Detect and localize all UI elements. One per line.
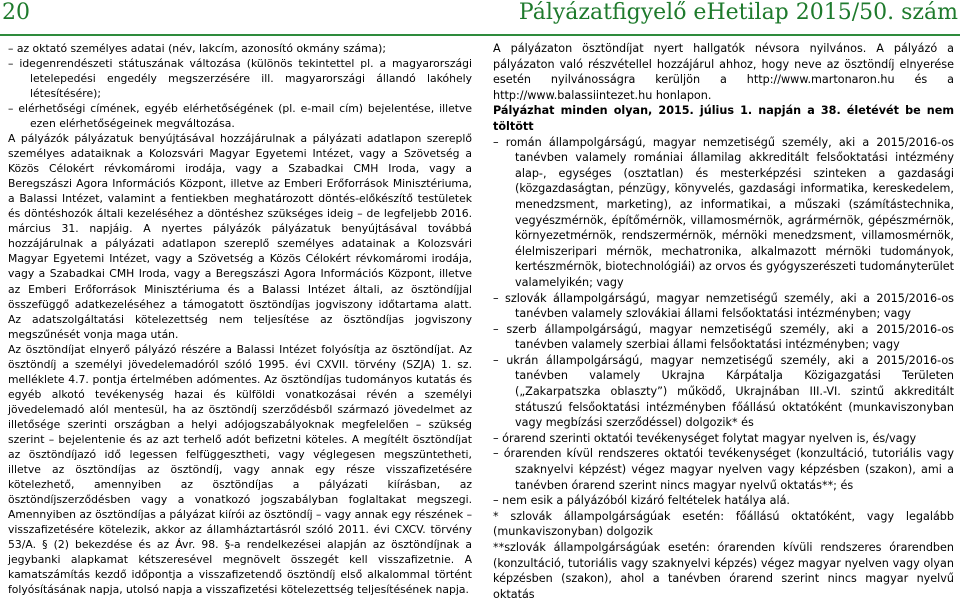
page-header: [0, 0, 960, 34]
right-column: [493, 41, 954, 602]
paragraph: – román állampolgárságú, magyar nemzetiségű személy, aki a 2015/2016-os tanévben valamely romániai államilag akkreditált felsőoktatási intézmény alap-, egységes (osztatlan) és mesterképzési szinteken a gazdasági (közgazdaságtan, pénzügy, könyvelés, gazdasági informatika, kereskedelem, menedzsment, marketing), az informatikai, a műszaki (számítástechnika, vegyészmérnök, építőmérnök, villamosmérnök, agrármérnök, gépészmérnök, környezetmérnök, rendszermérnök, mérnöki menedzsment, villamosmérnök, élelmiszeripari mérnök, mechatronika, alkalmazott mérnöki tudományok, kertészmérnök, biotechnológiái) az orvos és gyógyszerészeti tudományterület valamelyikén; vagy: [493, 135, 954, 289]
paragraph: – idegenrendészeti státuszának változása (különös tekintettel pl. a magyarországi letelepedési engedély megszerzésére ill. magyarországi állandó lakóhely létesítésére);: [8, 57, 472, 101]
paragraph: – ukrán állampolgárságú, magyar nemzetiségű személy, aki a 2015/2016-os tanévben valamely Ukrajna Kárpátalja Közigazgatási Területen („Zakarpatszka oblaszty”) működő, Ukrajnában III.-VI. szintű akkreditált státuszú felsőoktatási intézményben főállású oktatóként (munkaviszonyban vagy megbízási szerződéssel) dolgozik* és: [493, 353, 954, 430]
paragraph: Az ösztöndíjat elnyerő pályázó részére a Balassi Intézet folyósítja az ösztöndíjat. Az ösztöndíj a személyi jövedelemadóról szóló 1995. évi CXVII. törvény (SZJA) 1. sz. melléklete 4.7. pontja értelmében adómentes. Az ösztöndíjas tudományos kutatás és egyéb alkotó tevékenység hazai és külföldi vonatkozásai révén a személyi jövedelemadó alól mentesül, ha az ösztöndíj szerződésből származó jövedelmet az illetősége szerinti országban a helyi adójogszabályoknak megfelelően – szükség szerint – bejelentenie és az azt terhelő adót befizetni köteles. A megítélt ösztöndíjat az ösztöndíjazó idő legessen felfüggesztheti, vagy véglegesen megszüntetheti, illetve az ösztöndíjas az ösztöndíj, vagy annak egy része visszafizetésére kötelezhető, amennyiben az ösztöndíjas a pályázati kiírásban, az ösztöndíjszerződésben vagy a vonatkozó jogszabályban foglaltakat megszegi. Amennyiben az ösztöndíjas a pályázat kiírói az ösztöndíj – vagy annak egy részének – visszafizetésére kötelezik, akkor az államháztartásról szóló 2011. évi CXCV. törvény 53/A. § (2) bekezdése és az Ávr. 98. §-a rendelkezései alapján az ösztöndíjnak a jegybanki alapkamat kétszeresével megnövelt összegét kell visszafizetnie. A kamatszámítás kezdő időpontja a visszafizetendő ösztöndíj első alkalommal történt folyósításának napja, utolsó napja a visszafizetési kötelezettség teljesítésének napja.: [8, 342, 472, 597]
paragraph: – az oktató személyes adatai (név, lakcím, azonosító okmány száma);: [8, 42, 386, 55]
paragraph: – szerb állampolgárságú, magyar nemzetiségű személy, aki a 2015/2016-os tanévben valamely szerbiai állami felsőoktatási intézményben; vagy: [493, 322, 954, 352]
page-number: 20: [2, 0, 30, 25]
paragraph: A pályázók pályázatuk benyújtásával hozzájárulnak a pályázati adatlapon szereplő személyes adataiknak a Kolozsvári Magyar Egyetemi Intézet, vagy a Szövetség a Közös Célokért révkomáromi irodája, vagy a Szabadkai CMH Iroda, vagy a Beregszászi Agora Információs Központ, illetve az Emberi Erőforrások Minisztériuma, a Balassi Intézet, valamint a fentiekben meghatározott döntés-előkészítő testületek és döntéshozók általi kezeléséhez a döntéshez szükséges ideig – de legfeljebb 2016. március 31. napjáig. A nyertes pályázók pályázatuk benyújtásával továbbá hozzájárulnak a pályázati adatlapon szereplő személyes adatainak a Kolozsvári Magyar Egyetemi Intézet, vagy a Szövetség a Közös Célokért révkomáromi irodája, vagy a Szabadkai CMH Iroda, vagy a Beregszászi Agora Információs Központ, illetve az Emberi Erőforrások Minisztériuma és a Balassi Intézet általi, az ösztöndíjjal összefüggő adatkezeléséhez a támogatott ösztöndíjas jogviszony időtartama alatt. Az adatszolgáltatási kötelezettség nem teljesítése az ösztöndíjas jogviszony megszűnését vonja maga után.: [8, 132, 472, 341]
paragraph: * szlovák állampolgárságúak esetén: főállású oktatóként, vagy legalább (munkaviszonyban) dolgozik: [493, 509, 954, 539]
paragraph: – órarenden kívül rendszeres oktatói tevékenységet (konzultáció, tutoriális vagy szaknyelvi képzést) végez magyar nyelven vagy képzésben (szakon), ami a tanévben órarend szerint nincs magyar nyelvű oktatás**; és: [493, 447, 954, 492]
paragraph: – órarend szerinti oktatói tevékenységet folytat magyar nyelven is, és/vagy: [493, 431, 917, 445]
left-column: [8, 41, 472, 597]
paragraph: – szlovák állampolgárságú, magyar nemzetiségű személy, aki a 2015/2016-os tanévben valamely szlovákiai állami felsőoktatási intézményben; vagy: [493, 291, 954, 321]
publication-title: Pályázatfigyelő eHetilap 2015/50. szám: [518, 0, 958, 25]
paragraph: Pályázhat minden olyan, 2015. július 1. napján a 38. életévét be nem töltött: [493, 104, 954, 133]
header-rule: [0, 34, 960, 36]
paragraph: – nem esik a pályázóból kizáró feltételek hatálya alá.: [493, 494, 790, 508]
paragraph: – elérhetőségi címének, egyéb elérhetőségének (pl. e-mail cím) bejelentése, illetve ezen elérhetőségeinek megváltozása.: [8, 102, 472, 131]
paragraph: A pályázaton ösztöndíjat nyert hallgatók névsora nyilvános. A pályázó a pályázaton való részvétellel hozzájárul ahhoz, hogy neve az ösztöndíj elnyerése esetén nyilvánosságra kerüljön a http://www.martonaron.hu és a http://www.balassiintezet.hu honlapon.: [493, 42, 954, 102]
paragraph: **szlovák állampolgárságúak esetén: órarenden kívüli rendszeres órarendben (konzultáció, tutoriális vagy szaknyelvi képzés) végez magyar nyelven vagy olyan képzésben (szakon), ahol a tanévben órarend szerint nincs magyar nyelvű oktatás: [493, 541, 954, 601]
